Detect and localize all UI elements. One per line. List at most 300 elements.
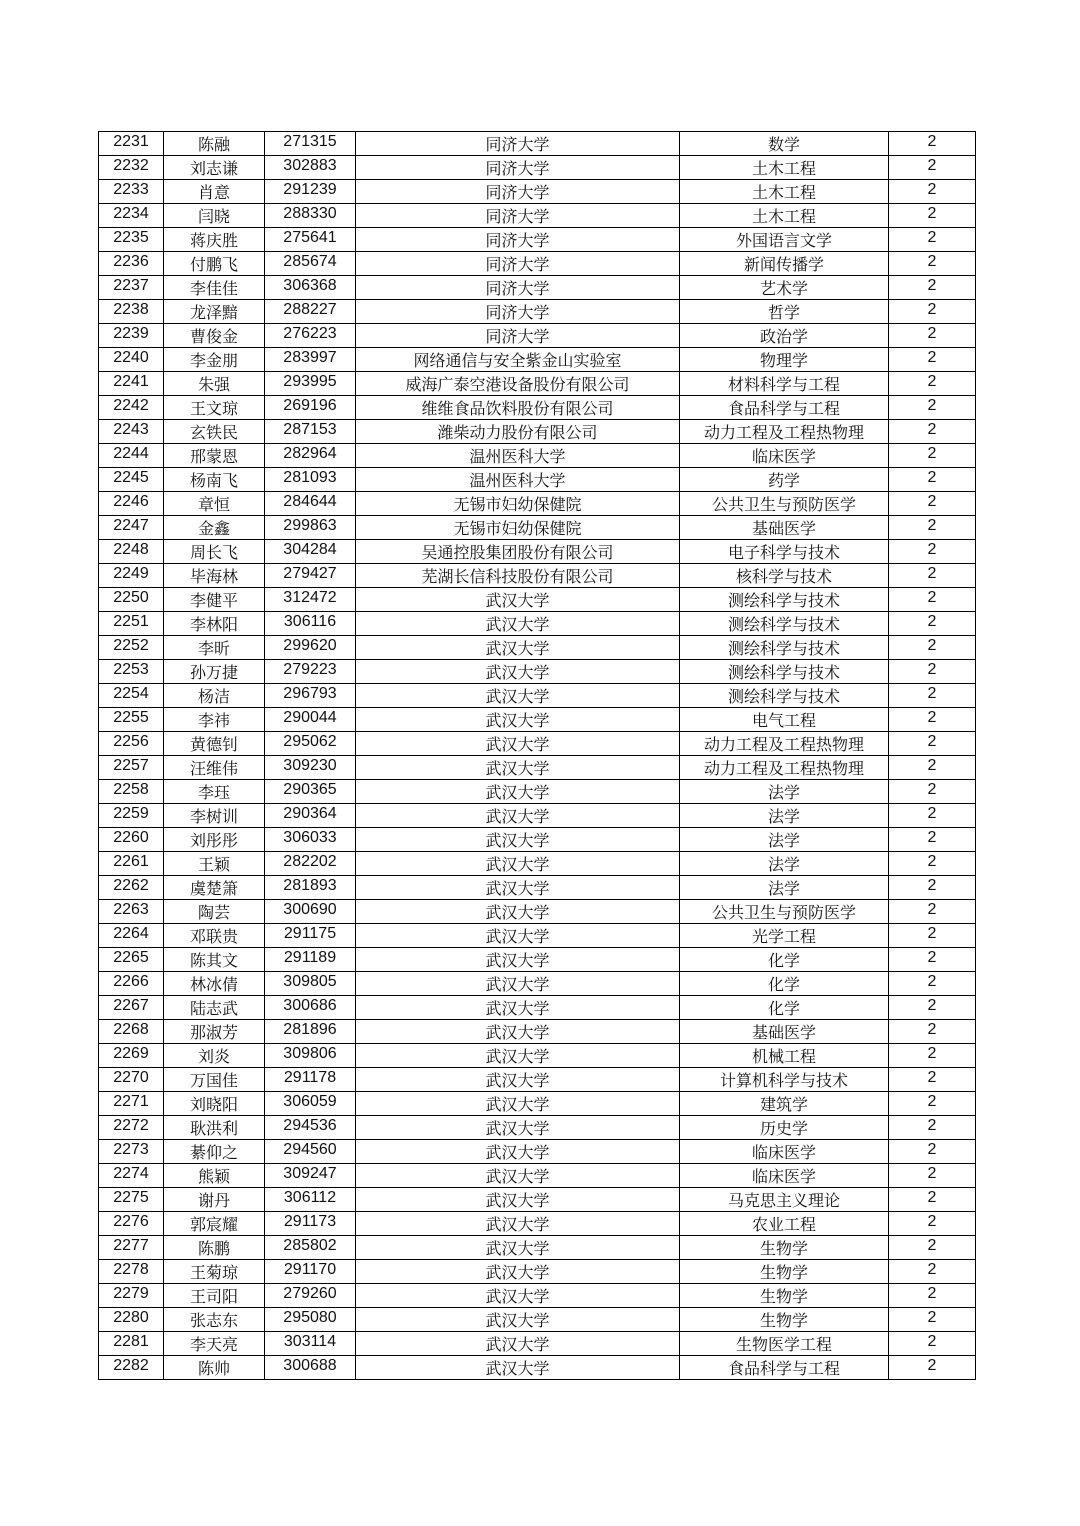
name-cell: 陶芸 <box>164 900 265 924</box>
discipline-cell: 新闻传播学 <box>680 252 889 276</box>
row-index-cell: 2259 <box>99 804 164 828</box>
discipline-cell: 测绘科学与技术 <box>680 612 889 636</box>
institution-cell: 威海广泰空港设备股份有限公司 <box>356 372 680 396</box>
institution-cell: 武汉大学 <box>356 1308 680 1332</box>
name-cell: 林冰倩 <box>164 972 265 996</box>
count-cell: 2 <box>889 1260 976 1284</box>
table-row <box>99 1140 976 1164</box>
name-cell: 李佳佳 <box>164 276 265 300</box>
name-cell: 綦仰之 <box>164 1140 265 1164</box>
name-cell: 孙万捷 <box>164 660 265 684</box>
institution-cell: 同济大学 <box>356 156 680 180</box>
table-row <box>99 324 976 348</box>
table-row <box>99 660 976 684</box>
name-cell: 陈帅 <box>164 1356 265 1380</box>
discipline-cell: 测绘科学与技术 <box>680 660 889 684</box>
table-row <box>99 1164 976 1188</box>
name-cell: 那淑芳 <box>164 1020 265 1044</box>
table-row <box>99 1332 976 1356</box>
results-table <box>98 131 976 1380</box>
id-number-cell: 285674 <box>265 252 356 276</box>
id-number-cell: 293995 <box>265 372 356 396</box>
discipline-cell: 法学 <box>680 804 889 828</box>
discipline-cell: 公共卫生与预防医学 <box>680 492 889 516</box>
count-cell: 2 <box>889 1236 976 1260</box>
id-number-cell: 299863 <box>265 516 356 540</box>
discipline-cell: 测绘科学与技术 <box>680 588 889 612</box>
id-number-cell: 285802 <box>265 1236 356 1260</box>
count-cell: 2 <box>889 324 976 348</box>
count-cell: 2 <box>889 1020 976 1044</box>
table-row <box>99 420 976 444</box>
table-row <box>99 468 976 492</box>
table-row <box>99 924 976 948</box>
count-cell: 2 <box>889 156 976 180</box>
institution-cell: 潍柴动力股份有限公司 <box>356 420 680 444</box>
count-cell: 2 <box>889 420 976 444</box>
discipline-cell: 哲学 <box>680 300 889 324</box>
institution-cell: 武汉大学 <box>356 1164 680 1188</box>
id-number-cell: 296793 <box>265 684 356 708</box>
institution-cell: 武汉大学 <box>356 1020 680 1044</box>
discipline-cell: 临床医学 <box>680 1140 889 1164</box>
id-number-cell: 304284 <box>265 540 356 564</box>
row-index-cell: 2278 <box>99 1260 164 1284</box>
institution-cell: 武汉大学 <box>356 1188 680 1212</box>
table-row <box>99 900 976 924</box>
name-cell: 谢丹 <box>164 1188 265 1212</box>
name-cell: 黄德钊 <box>164 732 265 756</box>
institution-cell: 武汉大学 <box>356 924 680 948</box>
table-row <box>99 1284 976 1308</box>
id-number-cell: 291189 <box>265 948 356 972</box>
count-cell: 2 <box>889 372 976 396</box>
name-cell: 陈其文 <box>164 948 265 972</box>
row-index-cell: 2265 <box>99 948 164 972</box>
discipline-cell: 电子科学与技术 <box>680 540 889 564</box>
table-row <box>99 132 976 156</box>
table-row <box>99 684 976 708</box>
discipline-cell: 基础医学 <box>680 1020 889 1044</box>
name-cell: 肖意 <box>164 180 265 204</box>
table-row <box>99 972 976 996</box>
institution-cell: 武汉大学 <box>356 972 680 996</box>
id-number-cell: 271315 <box>265 132 356 156</box>
name-cell: 陈鹏 <box>164 1236 265 1260</box>
name-cell: 李祎 <box>164 708 265 732</box>
row-index-cell: 2273 <box>99 1140 164 1164</box>
discipline-cell: 生物学 <box>680 1260 889 1284</box>
discipline-cell: 建筑学 <box>680 1092 889 1116</box>
institution-cell: 武汉大学 <box>356 804 680 828</box>
institution-cell: 同济大学 <box>356 228 680 252</box>
table-row <box>99 756 976 780</box>
id-number-cell: 284644 <box>265 492 356 516</box>
id-number-cell: 306368 <box>265 276 356 300</box>
count-cell: 2 <box>889 1332 976 1356</box>
table-row <box>99 780 976 804</box>
discipline-cell: 生物医学工程 <box>680 1332 889 1356</box>
row-index-cell: 2235 <box>99 228 164 252</box>
id-number-cell: 276223 <box>265 324 356 348</box>
id-number-cell: 295080 <box>265 1308 356 1332</box>
table-row <box>99 1092 976 1116</box>
count-cell: 2 <box>889 876 976 900</box>
count-cell: 2 <box>889 708 976 732</box>
id-number-cell: 283997 <box>265 348 356 372</box>
institution-cell: 吴通控股集团股份有限公司 <box>356 540 680 564</box>
row-index-cell: 2256 <box>99 732 164 756</box>
discipline-cell: 食品科学与工程 <box>680 1356 889 1380</box>
row-index-cell: 2275 <box>99 1188 164 1212</box>
institution-cell: 武汉大学 <box>356 1236 680 1260</box>
count-cell: 2 <box>889 1044 976 1068</box>
table-row <box>99 396 976 420</box>
row-index-cell: 2248 <box>99 540 164 564</box>
row-index-cell: 2237 <box>99 276 164 300</box>
table-row <box>99 996 976 1020</box>
discipline-cell: 物理学 <box>680 348 889 372</box>
institution-cell: 武汉大学 <box>356 948 680 972</box>
name-cell: 王文琼 <box>164 396 265 420</box>
id-number-cell: 306116 <box>265 612 356 636</box>
id-number-cell: 287153 <box>265 420 356 444</box>
institution-cell: 武汉大学 <box>356 1140 680 1164</box>
id-number-cell: 309247 <box>265 1164 356 1188</box>
table-row <box>99 948 976 972</box>
table-row <box>99 372 976 396</box>
name-cell: 万国佳 <box>164 1068 265 1092</box>
id-number-cell: 279223 <box>265 660 356 684</box>
name-cell: 陈融 <box>164 132 265 156</box>
institution-cell: 温州医科大学 <box>356 444 680 468</box>
id-number-cell: 290044 <box>265 708 356 732</box>
count-cell: 2 <box>889 660 976 684</box>
name-cell: 毕海林 <box>164 564 265 588</box>
name-cell: 刘炎 <box>164 1044 265 1068</box>
row-index-cell: 2243 <box>99 420 164 444</box>
discipline-cell: 法学 <box>680 828 889 852</box>
institution-cell: 武汉大学 <box>356 780 680 804</box>
count-cell: 2 <box>889 1140 976 1164</box>
institution-cell: 同济大学 <box>356 324 680 348</box>
count-cell: 2 <box>889 732 976 756</box>
id-number-cell: 306033 <box>265 828 356 852</box>
table-row <box>99 828 976 852</box>
row-index-cell: 2261 <box>99 852 164 876</box>
institution-cell: 武汉大学 <box>356 708 680 732</box>
discipline-cell: 电气工程 <box>680 708 889 732</box>
row-index-cell: 2266 <box>99 972 164 996</box>
row-index-cell: 2238 <box>99 300 164 324</box>
name-cell: 刘志谦 <box>164 156 265 180</box>
table-row <box>99 852 976 876</box>
institution-cell: 维维食品饮料股份有限公司 <box>356 396 680 420</box>
row-index-cell: 2233 <box>99 180 164 204</box>
row-index-cell: 2254 <box>99 684 164 708</box>
id-number-cell: 290364 <box>265 804 356 828</box>
discipline-cell: 化学 <box>680 948 889 972</box>
table-row <box>99 1308 976 1332</box>
institution-cell: 武汉大学 <box>356 1092 680 1116</box>
id-number-cell: 291170 <box>265 1260 356 1284</box>
row-index-cell: 2241 <box>99 372 164 396</box>
id-number-cell: 291239 <box>265 180 356 204</box>
discipline-cell: 生物学 <box>680 1236 889 1260</box>
discipline-cell: 材料科学与工程 <box>680 372 889 396</box>
institution-cell: 同济大学 <box>356 252 680 276</box>
name-cell: 耿洪利 <box>164 1116 265 1140</box>
id-number-cell: 282964 <box>265 444 356 468</box>
count-cell: 2 <box>889 468 976 492</box>
id-number-cell: 295062 <box>265 732 356 756</box>
institution-cell: 武汉大学 <box>356 588 680 612</box>
institution-cell: 同济大学 <box>356 276 680 300</box>
count-cell: 2 <box>889 924 976 948</box>
count-cell: 2 <box>889 1308 976 1332</box>
id-number-cell: 290365 <box>265 780 356 804</box>
discipline-cell: 化学 <box>680 996 889 1020</box>
discipline-cell: 土木工程 <box>680 180 889 204</box>
count-cell: 2 <box>889 1212 976 1236</box>
id-number-cell: 288330 <box>265 204 356 228</box>
id-number-cell: 288227 <box>265 300 356 324</box>
id-number-cell: 291173 <box>265 1212 356 1236</box>
count-cell: 2 <box>889 948 976 972</box>
table-row <box>99 1020 976 1044</box>
count-cell: 2 <box>889 1092 976 1116</box>
institution-cell: 武汉大学 <box>356 660 680 684</box>
row-index-cell: 2272 <box>99 1116 164 1140</box>
count-cell: 2 <box>889 804 976 828</box>
name-cell: 郭宸耀 <box>164 1212 265 1236</box>
name-cell: 杨南飞 <box>164 468 265 492</box>
count-cell: 2 <box>889 132 976 156</box>
count-cell: 2 <box>889 636 976 660</box>
row-index-cell: 2236 <box>99 252 164 276</box>
institution-cell: 同济大学 <box>356 180 680 204</box>
count-cell: 2 <box>889 252 976 276</box>
count-cell: 2 <box>889 492 976 516</box>
name-cell: 蒋庆胜 <box>164 228 265 252</box>
name-cell: 周长飞 <box>164 540 265 564</box>
count-cell: 2 <box>889 540 976 564</box>
name-cell: 闫晓 <box>164 204 265 228</box>
count-cell: 2 <box>889 588 976 612</box>
count-cell: 2 <box>889 348 976 372</box>
name-cell: 李昕 <box>164 636 265 660</box>
table-row <box>99 612 976 636</box>
table-body <box>99 132 976 1380</box>
row-index-cell: 2252 <box>99 636 164 660</box>
name-cell: 李金朋 <box>164 348 265 372</box>
discipline-cell: 动力工程及工程热物理 <box>680 732 889 756</box>
count-cell: 2 <box>889 780 976 804</box>
institution-cell: 武汉大学 <box>356 1260 680 1284</box>
institution-cell: 武汉大学 <box>356 1332 680 1356</box>
row-index-cell: 2234 <box>99 204 164 228</box>
count-cell: 2 <box>889 396 976 420</box>
count-cell: 2 <box>889 1164 976 1188</box>
institution-cell: 武汉大学 <box>356 828 680 852</box>
institution-cell: 武汉大学 <box>356 732 680 756</box>
row-index-cell: 2260 <box>99 828 164 852</box>
id-number-cell: 281093 <box>265 468 356 492</box>
count-cell: 2 <box>889 1284 976 1308</box>
name-cell: 李珏 <box>164 780 265 804</box>
id-number-cell: 309230 <box>265 756 356 780</box>
institution-cell: 武汉大学 <box>356 852 680 876</box>
table-row <box>99 1116 976 1140</box>
table-row <box>99 252 976 276</box>
id-number-cell: 306112 <box>265 1188 356 1212</box>
name-cell: 王颖 <box>164 852 265 876</box>
discipline-cell: 历史学 <box>680 1116 889 1140</box>
institution-cell: 武汉大学 <box>356 1356 680 1380</box>
name-cell: 李树训 <box>164 804 265 828</box>
id-number-cell: 275641 <box>265 228 356 252</box>
institution-cell: 武汉大学 <box>356 996 680 1020</box>
count-cell: 2 <box>889 564 976 588</box>
name-cell: 汪维伟 <box>164 756 265 780</box>
count-cell: 2 <box>889 516 976 540</box>
name-cell: 熊颖 <box>164 1164 265 1188</box>
table-row <box>99 1260 976 1284</box>
id-number-cell: 312472 <box>265 588 356 612</box>
count-cell: 2 <box>889 228 976 252</box>
name-cell: 张志东 <box>164 1308 265 1332</box>
discipline-cell: 土木工程 <box>680 204 889 228</box>
discipline-cell: 基础医学 <box>680 516 889 540</box>
institution-cell: 武汉大学 <box>356 1116 680 1140</box>
row-index-cell: 2231 <box>99 132 164 156</box>
discipline-cell: 数学 <box>680 132 889 156</box>
table-row <box>99 708 976 732</box>
institution-cell: 同济大学 <box>356 132 680 156</box>
id-number-cell: 306059 <box>265 1092 356 1116</box>
discipline-cell: 马克思主义理论 <box>680 1188 889 1212</box>
row-index-cell: 2282 <box>99 1356 164 1380</box>
discipline-cell: 生物学 <box>680 1308 889 1332</box>
row-index-cell: 2270 <box>99 1068 164 1092</box>
discipline-cell: 机械工程 <box>680 1044 889 1068</box>
row-index-cell: 2268 <box>99 1020 164 1044</box>
institution-cell: 武汉大学 <box>356 1068 680 1092</box>
row-index-cell: 2277 <box>99 1236 164 1260</box>
name-cell: 玄铁民 <box>164 420 265 444</box>
count-cell: 2 <box>889 900 976 924</box>
table-row <box>99 1068 976 1092</box>
name-cell: 曹俊金 <box>164 324 265 348</box>
discipline-cell: 土木工程 <box>680 156 889 180</box>
table-row <box>99 276 976 300</box>
document-page <box>98 131 976 1380</box>
row-index-cell: 2255 <box>99 708 164 732</box>
row-index-cell: 2258 <box>99 780 164 804</box>
table-row <box>99 1236 976 1260</box>
count-cell: 2 <box>889 684 976 708</box>
discipline-cell: 动力工程及工程热物理 <box>680 756 889 780</box>
table-row <box>99 1212 976 1236</box>
discipline-cell: 核科学与技术 <box>680 564 889 588</box>
count-cell: 2 <box>889 204 976 228</box>
name-cell: 金鑫 <box>164 516 265 540</box>
discipline-cell: 光学工程 <box>680 924 889 948</box>
count-cell: 2 <box>889 852 976 876</box>
institution-cell: 武汉大学 <box>356 900 680 924</box>
row-index-cell: 2263 <box>99 900 164 924</box>
row-index-cell: 2271 <box>99 1092 164 1116</box>
discipline-cell: 法学 <box>680 876 889 900</box>
id-number-cell: 302883 <box>265 156 356 180</box>
count-cell: 2 <box>889 612 976 636</box>
table-row <box>99 540 976 564</box>
discipline-cell: 艺术学 <box>680 276 889 300</box>
name-cell: 李健平 <box>164 588 265 612</box>
institution-cell: 武汉大学 <box>356 612 680 636</box>
name-cell: 李天亮 <box>164 1332 265 1356</box>
table-row <box>99 636 976 660</box>
name-cell: 王菊琼 <box>164 1260 265 1284</box>
name-cell: 付鹏飞 <box>164 252 265 276</box>
count-cell: 2 <box>889 756 976 780</box>
row-index-cell: 2246 <box>99 492 164 516</box>
institution-cell: 武汉大学 <box>356 1284 680 1308</box>
institution-cell: 网络通信与安全紫金山实验室 <box>356 348 680 372</box>
row-index-cell: 2251 <box>99 612 164 636</box>
row-index-cell: 2262 <box>99 876 164 900</box>
institution-cell: 武汉大学 <box>356 1212 680 1236</box>
row-index-cell: 2274 <box>99 1164 164 1188</box>
row-index-cell: 2245 <box>99 468 164 492</box>
discipline-cell: 农业工程 <box>680 1212 889 1236</box>
institution-cell: 同济大学 <box>356 204 680 228</box>
row-index-cell: 2232 <box>99 156 164 180</box>
table-row <box>99 156 976 180</box>
table-row <box>99 492 976 516</box>
row-index-cell: 2281 <box>99 1332 164 1356</box>
count-cell: 2 <box>889 1116 976 1140</box>
discipline-cell: 食品科学与工程 <box>680 396 889 420</box>
row-index-cell: 2269 <box>99 1044 164 1068</box>
table-row <box>99 228 976 252</box>
institution-cell: 武汉大学 <box>356 876 680 900</box>
id-number-cell: 291175 <box>265 924 356 948</box>
id-number-cell: 281896 <box>265 1020 356 1044</box>
institution-cell: 武汉大学 <box>356 684 680 708</box>
discipline-cell: 临床医学 <box>680 444 889 468</box>
institution-cell: 武汉大学 <box>356 1044 680 1068</box>
name-cell: 李林阳 <box>164 612 265 636</box>
row-index-cell: 2264 <box>99 924 164 948</box>
discipline-cell: 生物学 <box>680 1284 889 1308</box>
id-number-cell: 303114 <box>265 1332 356 1356</box>
count-cell: 2 <box>889 180 976 204</box>
institution-cell: 同济大学 <box>356 300 680 324</box>
discipline-cell: 药学 <box>680 468 889 492</box>
count-cell: 2 <box>889 1068 976 1092</box>
count-cell: 2 <box>889 996 976 1020</box>
id-number-cell: 300690 <box>265 900 356 924</box>
count-cell: 2 <box>889 972 976 996</box>
row-index-cell: 2249 <box>99 564 164 588</box>
name-cell: 王司阳 <box>164 1284 265 1308</box>
row-index-cell: 2276 <box>99 1212 164 1236</box>
discipline-cell: 政治学 <box>680 324 889 348</box>
row-index-cell: 2280 <box>99 1308 164 1332</box>
institution-cell: 无锡市妇幼保健院 <box>356 492 680 516</box>
id-number-cell: 300688 <box>265 1356 356 1380</box>
